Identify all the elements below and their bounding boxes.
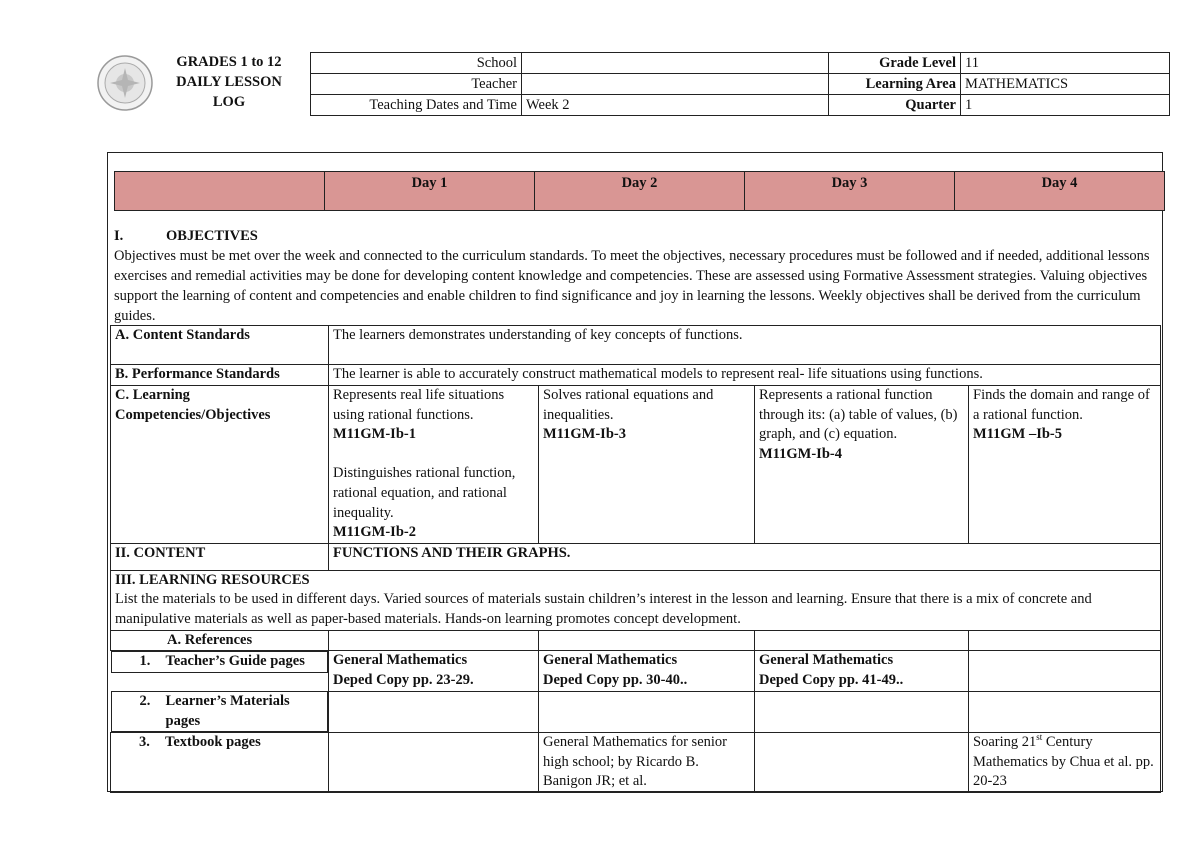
learning-resources-text: List the materials to be used in different days. Varied sources of materials sustain children’s interest in the lesson and learning. Ensure that there is a mix of concrete and manipulative materials as well as paper-based materials. Hands-on learning promotes concept development. bbox=[115, 591, 1092, 627]
learners-materials-day-2 bbox=[539, 691, 755, 733]
competency-day-3-text: Represents a rational function through its: (a) table of values, (b) graph, and (c) equation. bbox=[759, 387, 958, 443]
title-line-2: DAILY LESSON bbox=[176, 74, 282, 90]
competency-day-2 bbox=[539, 386, 755, 544]
quarter-label: Quarter bbox=[829, 95, 961, 116]
day-header-row bbox=[114, 171, 1165, 211]
tg-day-1-pages: Deped Copy pp. 23-29. bbox=[333, 671, 474, 688]
grade-level-label: Grade Level bbox=[829, 53, 961, 74]
day-header-blank bbox=[115, 172, 325, 211]
title-line-1: GRADES 1 to 12 bbox=[176, 54, 282, 70]
content-standards-label: A. Content Standards bbox=[111, 326, 329, 365]
objectives-heading bbox=[114, 226, 1154, 246]
performance-standards-label: B. Performance Standards bbox=[111, 365, 329, 386]
learners-materials-number: 2. bbox=[139, 693, 151, 710]
teachers-guide-day-4 bbox=[969, 651, 1161, 691]
school-label: School bbox=[311, 53, 522, 74]
competency-code-2: M11GM-Ib-2 bbox=[333, 524, 416, 541]
day-3-header: Day 3 bbox=[745, 172, 955, 211]
log-title bbox=[148, 52, 310, 116]
deped-seal-icon bbox=[96, 54, 154, 112]
teachers-guide-day-2 bbox=[539, 651, 755, 691]
competency-code-4: M11GM-Ib-4 bbox=[759, 445, 842, 462]
competency-day-4-text: Finds the domain and range of a rational function. bbox=[973, 387, 1150, 423]
learning-resources-section bbox=[111, 570, 1161, 630]
day-2-header: Day 2 bbox=[535, 172, 745, 211]
performance-standards-text: The learner is able to accurately construct mathematical models to represent real- life situations using functions. bbox=[329, 365, 1161, 386]
teacher-field[interactable] bbox=[522, 74, 829, 95]
textbook-day-4-a: Soaring 21 bbox=[973, 734, 1037, 751]
competency-day-1-a: Represents real life situations using rational functions. bbox=[333, 387, 505, 423]
competency-day-1-b: Distinguishes rational function, rational equation, and rational inequality. bbox=[333, 465, 516, 521]
grade-level-field[interactable]: 11 bbox=[961, 53, 1170, 74]
teachers-guide-label bbox=[111, 651, 329, 673]
references-day-1 bbox=[329, 630, 539, 651]
tg-day-3-pages: Deped Copy pp. 41-49.. bbox=[759, 671, 904, 688]
references-day-3 bbox=[755, 630, 969, 651]
competency-day-4 bbox=[969, 386, 1161, 544]
day-1-header: Day 1 bbox=[325, 172, 535, 211]
references-label: A. References bbox=[111, 630, 329, 651]
textbook-day-4-sup: st bbox=[1036, 732, 1043, 743]
learners-materials-text: Learner’s Materials pages bbox=[165, 693, 290, 729]
textbook-day-4-b: Century Mathematics by Chua et al. pp. 20-23 bbox=[973, 734, 1154, 790]
learning-area-field[interactable]: MATHEMATICS bbox=[961, 74, 1170, 95]
content-text: FUNCTIONS AND THEIR GRAPHS. bbox=[329, 543, 1161, 570]
objectives-section bbox=[114, 226, 1154, 326]
tg-day-3-title: General Mathematics bbox=[759, 652, 894, 669]
learners-materials-label bbox=[111, 691, 329, 732]
header-info-table bbox=[310, 52, 1170, 116]
textbook-day-3 bbox=[755, 733, 969, 793]
learners-materials-day-4 bbox=[969, 691, 1161, 733]
tg-day-1-title: General Mathematics bbox=[333, 652, 468, 669]
competency-code-5: M11GM –Ib-5 bbox=[973, 426, 1063, 443]
textbook-day-2: General Mathematics for senior high school; by Ricardo B. Banigon JR; et al. bbox=[539, 733, 755, 793]
learners-materials-day-3 bbox=[755, 691, 969, 733]
tg-day-2-pages: Deped Copy pp. 30-40.. bbox=[543, 671, 688, 688]
textbook-pages-label bbox=[111, 733, 329, 793]
objectives-number: I. bbox=[114, 228, 124, 244]
competency-code-3: M11GM-Ib-3 bbox=[543, 426, 626, 443]
competency-day-1 bbox=[329, 386, 539, 544]
competency-day-3 bbox=[755, 386, 969, 544]
competency-code-1: M11GM-Ib-1 bbox=[333, 426, 416, 443]
teachers-guide-text: Teacher’s Guide pages bbox=[165, 653, 305, 670]
competencies-label: C. Learning Competencies/Objectives bbox=[111, 386, 329, 544]
objectives-title: OBJECTIVES bbox=[166, 228, 258, 244]
school-field[interactable] bbox=[522, 53, 829, 74]
teachers-guide-day-3 bbox=[755, 651, 969, 691]
objectives-text: Objectives must be met over the week and connected to the curriculum standards. To meet the objectives, necessary procedures must be followed and if needed, additional lessons exercises and remedial activities may be done for developing content knowledge and competencies. These are assessed using Formative Assessment strategies. Valuing objectives support the learning of content and competencies and enable children to find significance and joy in learning the lessons. Weekly objectives shall be derived from the curriculum guides. bbox=[114, 248, 1150, 324]
teaching-dates-label: Teaching Dates and Time bbox=[311, 95, 522, 116]
references-day-2 bbox=[539, 630, 755, 651]
content-label: II. CONTENT bbox=[111, 543, 329, 570]
teachers-guide-number: 1. bbox=[139, 653, 151, 670]
textbook-day-4 bbox=[969, 733, 1161, 793]
learners-materials-day-1 bbox=[329, 691, 539, 733]
textbook-pages-text: Textbook pages bbox=[165, 734, 261, 751]
textbook-day-1 bbox=[329, 733, 539, 793]
day-4-header: Day 4 bbox=[955, 172, 1165, 211]
references-day-4 bbox=[969, 630, 1161, 651]
learning-resources-heading: III. LEARNING RESOURCES bbox=[115, 571, 310, 588]
tg-day-2-title: General Mathematics bbox=[543, 652, 678, 669]
learning-area-label: Learning Area bbox=[829, 74, 961, 95]
content-standards-text: The learners demonstrates understanding of key concepts of functions. bbox=[329, 326, 1161, 365]
teachers-guide-day-1 bbox=[329, 651, 539, 691]
title-line-3: LOG bbox=[212, 94, 246, 110]
textbook-pages-number: 3. bbox=[139, 734, 150, 751]
teaching-dates-field[interactable]: Week 2 bbox=[522, 95, 829, 116]
lesson-content-table bbox=[110, 325, 1161, 793]
competency-day-2-text: Solves rational equations and inequalities. bbox=[543, 387, 714, 423]
teacher-label: Teacher bbox=[311, 74, 522, 95]
quarter-field[interactable]: 1 bbox=[961, 95, 1170, 116]
